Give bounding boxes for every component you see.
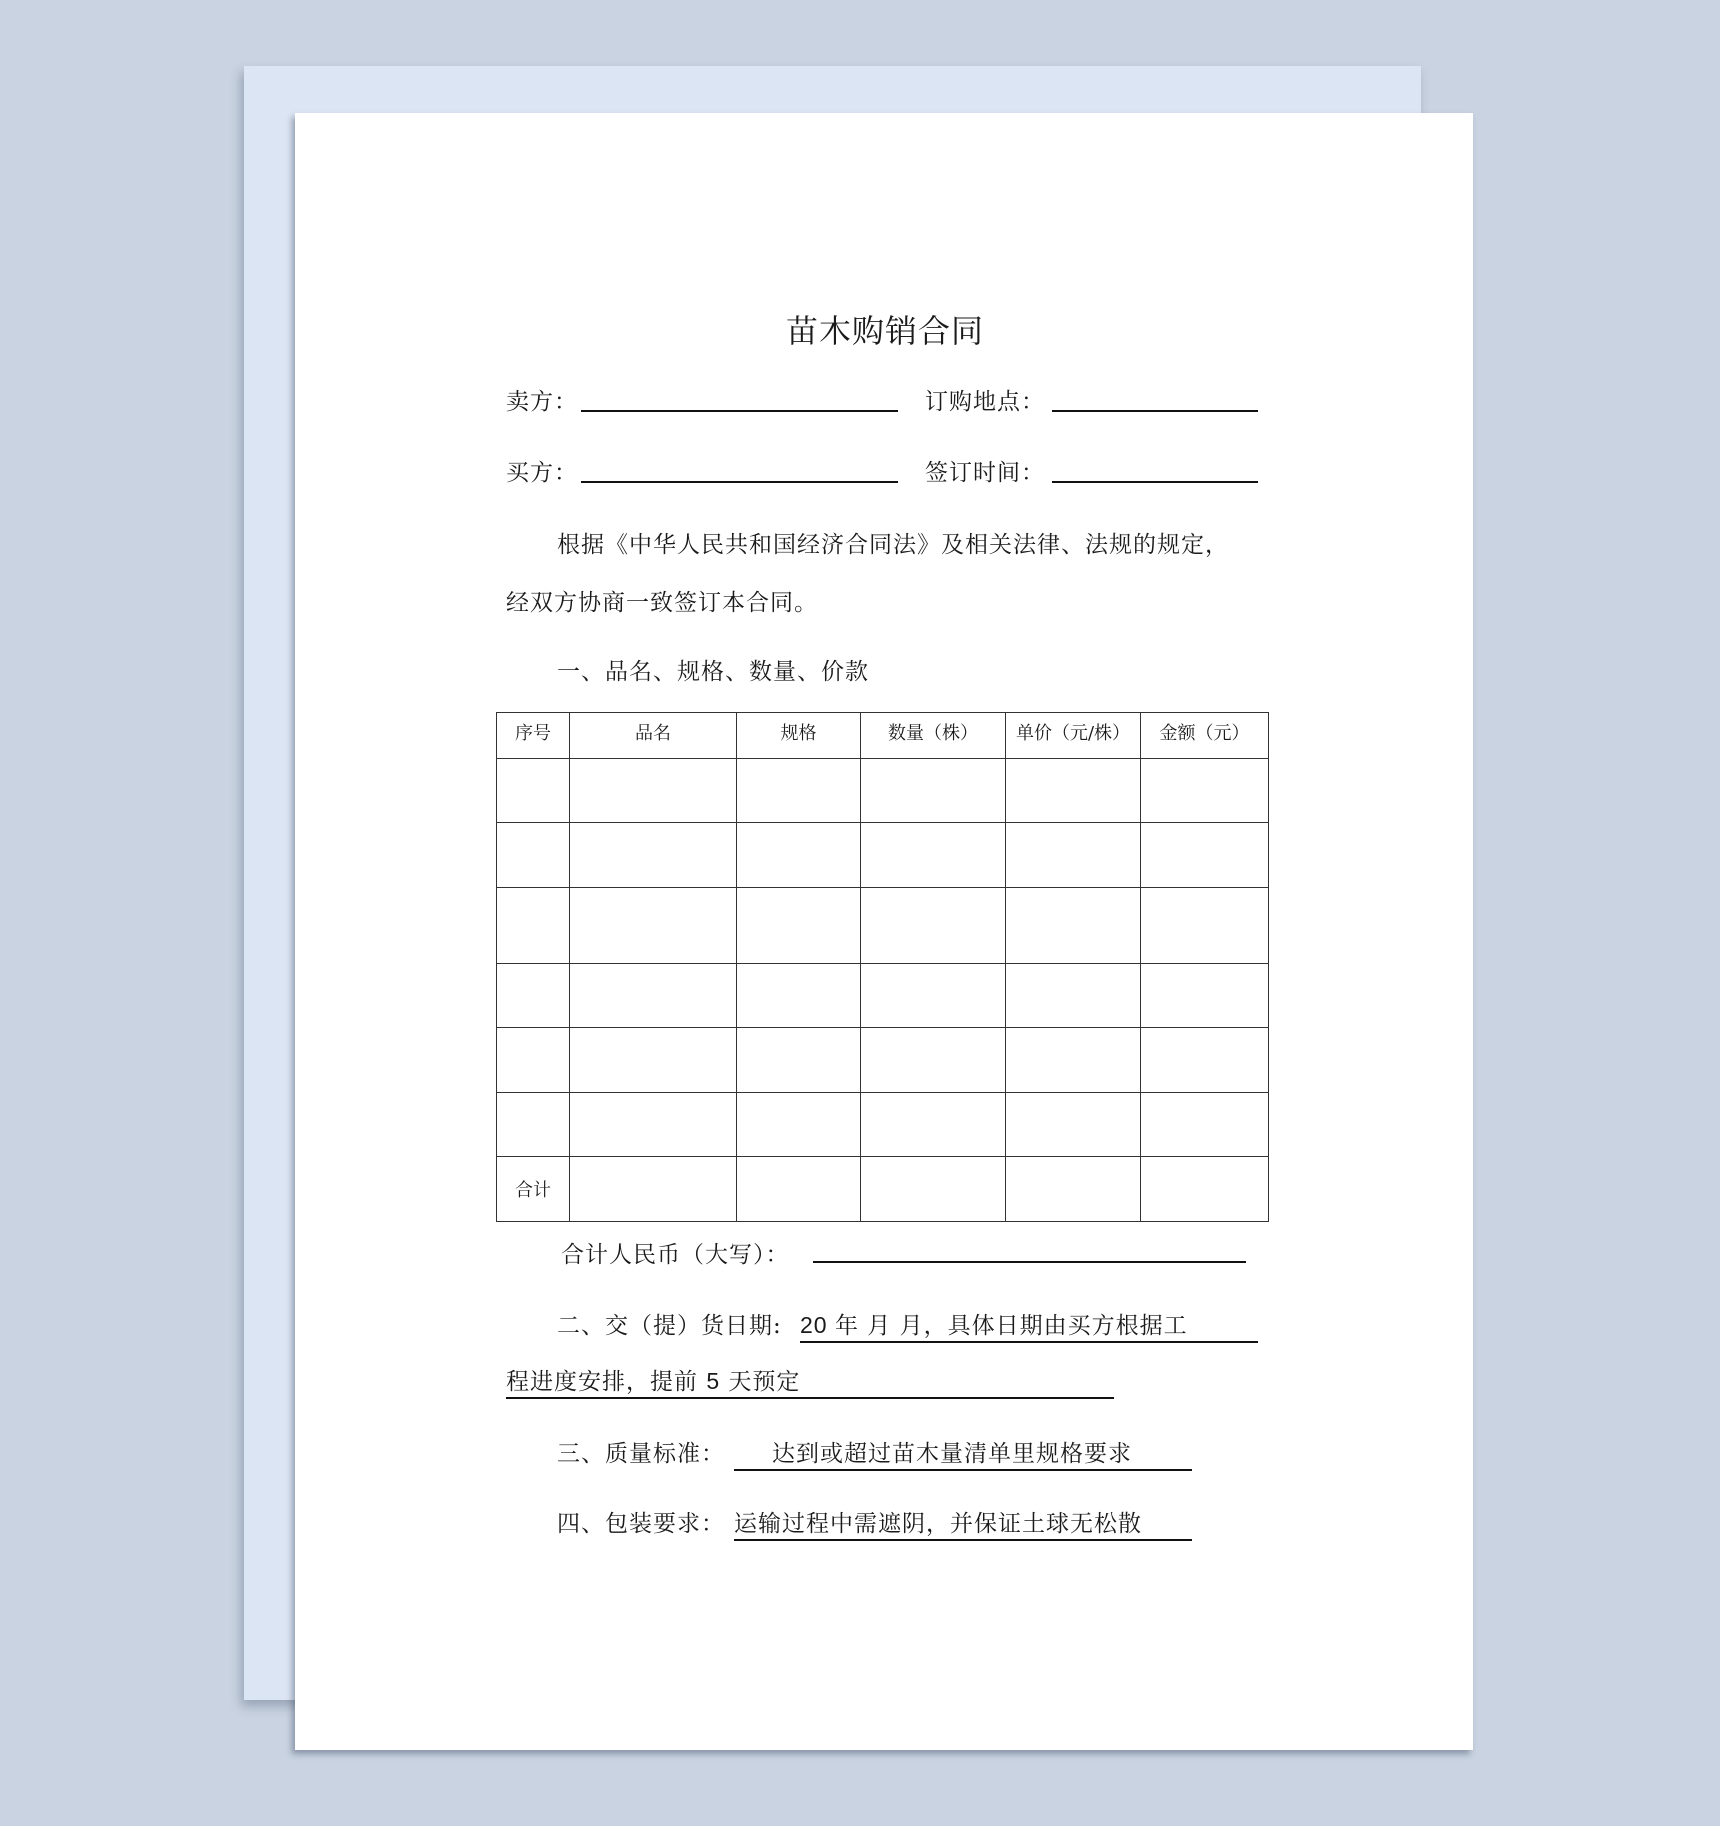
intro-line-1: 根据《中华人民共和国经济合同法》及相关法律、法规的规定，	[557, 532, 1229, 558]
total-rmb-field[interactable]	[813, 1261, 1246, 1263]
cell-product-name[interactable]	[570, 964, 737, 1028]
cell-amount[interactable]	[1141, 759, 1269, 823]
cell-product-name[interactable]	[570, 1093, 737, 1157]
table-row	[497, 964, 1269, 1028]
cell-amount[interactable]	[1141, 823, 1269, 888]
section-1-heading: 一、品名、规格、数量、价款	[557, 659, 869, 685]
cell-spec[interactable]	[737, 1028, 861, 1093]
header-spec: 规格	[737, 713, 861, 759]
table-row	[497, 759, 1269, 823]
sign-time-label: 签订时间：	[925, 460, 1045, 486]
cell-amount[interactable]	[1141, 964, 1269, 1028]
cell-amount[interactable]	[1141, 1028, 1269, 1093]
buyer-label: 买方：	[506, 460, 578, 486]
cell-spec[interactable]	[737, 759, 861, 823]
header-unit-price: 单价（元/株）	[1006, 713, 1141, 759]
cell-quantity[interactable]	[861, 888, 1006, 964]
seller-label: 卖方：	[506, 389, 578, 415]
total-cell-amount[interactable]	[1141, 1157, 1269, 1222]
cell-unit-price[interactable]	[1006, 1028, 1141, 1093]
header-product-name: 品名	[570, 713, 737, 759]
packaging-requirement-field[interactable]	[734, 1505, 1192, 1541]
cell-unit-price[interactable]	[1006, 1093, 1141, 1157]
cell-index[interactable]	[497, 1028, 570, 1093]
table-row	[497, 823, 1269, 888]
cell-quantity[interactable]	[861, 1093, 1006, 1157]
cell-quantity[interactable]	[861, 1028, 1006, 1093]
packaging-requirement-value: 运输过程中需遮阴，并保证土球无松散	[734, 1505, 1192, 1541]
intro-line-2: 经双方协商一致签订本合同。	[506, 590, 818, 616]
cell-quantity[interactable]	[861, 759, 1006, 823]
cell-product-name[interactable]	[570, 759, 737, 823]
delivery-date-text: 年 月 月，具体日期由买方根据工	[834, 1313, 1188, 1339]
cell-index[interactable]	[497, 823, 570, 888]
total-rmb-label: 合计人民币（大写）：	[561, 1242, 790, 1268]
cell-unit-price[interactable]	[1006, 823, 1141, 888]
table-total-row	[497, 1157, 1269, 1222]
cell-product-name[interactable]	[570, 1028, 737, 1093]
cell-spec[interactable]	[737, 888, 861, 964]
cell-index[interactable]	[497, 759, 570, 823]
section-2-line-1-value[interactable]	[800, 1307, 1258, 1343]
total-row-label: 合计	[497, 1157, 570, 1222]
total-cell-product-name[interactable]	[570, 1157, 737, 1222]
cell-index[interactable]	[497, 888, 570, 964]
quality-standard-field[interactable]	[734, 1435, 1192, 1471]
cell-spec[interactable]	[737, 823, 861, 888]
order-place-field[interactable]	[1052, 410, 1258, 412]
cell-amount[interactable]	[1141, 888, 1269, 964]
cell-unit-price[interactable]	[1006, 759, 1141, 823]
cell-quantity[interactable]	[861, 964, 1006, 1028]
header-index: 序号	[497, 713, 570, 759]
year-prefix: 20	[800, 1312, 835, 1338]
section-2-label: 二、交（提）货日期:	[557, 1313, 782, 1339]
table-row	[497, 888, 1269, 964]
days-number: 5	[706, 1368, 721, 1394]
cell-amount[interactable]	[1141, 1093, 1269, 1157]
cell-index[interactable]	[497, 1093, 570, 1157]
cell-quantity[interactable]	[861, 823, 1006, 888]
section-3-label: 三、质量标准：	[557, 1441, 725, 1467]
cell-index[interactable]	[497, 964, 570, 1028]
cell-spec[interactable]	[737, 1093, 861, 1157]
cell-product-name[interactable]	[570, 823, 737, 888]
cell-product-name[interactable]	[570, 888, 737, 964]
table-row	[497, 1093, 1269, 1157]
total-cell-quantity[interactable]	[861, 1157, 1006, 1222]
cell-unit-price[interactable]	[1006, 964, 1141, 1028]
schedule-suffix: 天预定	[720, 1369, 801, 1395]
total-cell-unit-price[interactable]	[1006, 1157, 1141, 1222]
table-row	[497, 1028, 1269, 1093]
order-place-label: 订购地点：	[925, 389, 1045, 415]
document-title: 苗木购销合同	[786, 312, 985, 350]
total-cell-spec[interactable]	[737, 1157, 861, 1222]
sign-time-field[interactable]	[1052, 481, 1258, 483]
table-header-row	[497, 713, 1269, 759]
buyer-field[interactable]	[581, 481, 898, 483]
items-table	[496, 712, 1269, 1222]
header-quantity: 数量（株）	[861, 713, 1006, 759]
section-4-label: 四、包装要求：	[557, 1511, 725, 1537]
seller-field[interactable]	[581, 410, 898, 412]
header-amount: 金额（元）	[1141, 713, 1269, 759]
quality-standard-value: 达到或超过苗木量清单里规格要求	[734, 1435, 1192, 1471]
schedule-text: 程进度安排，提前	[506, 1369, 707, 1395]
cell-unit-price[interactable]	[1006, 888, 1141, 964]
section-2-line-2-value[interactable]	[506, 1363, 1114, 1399]
cell-spec[interactable]	[737, 964, 861, 1028]
